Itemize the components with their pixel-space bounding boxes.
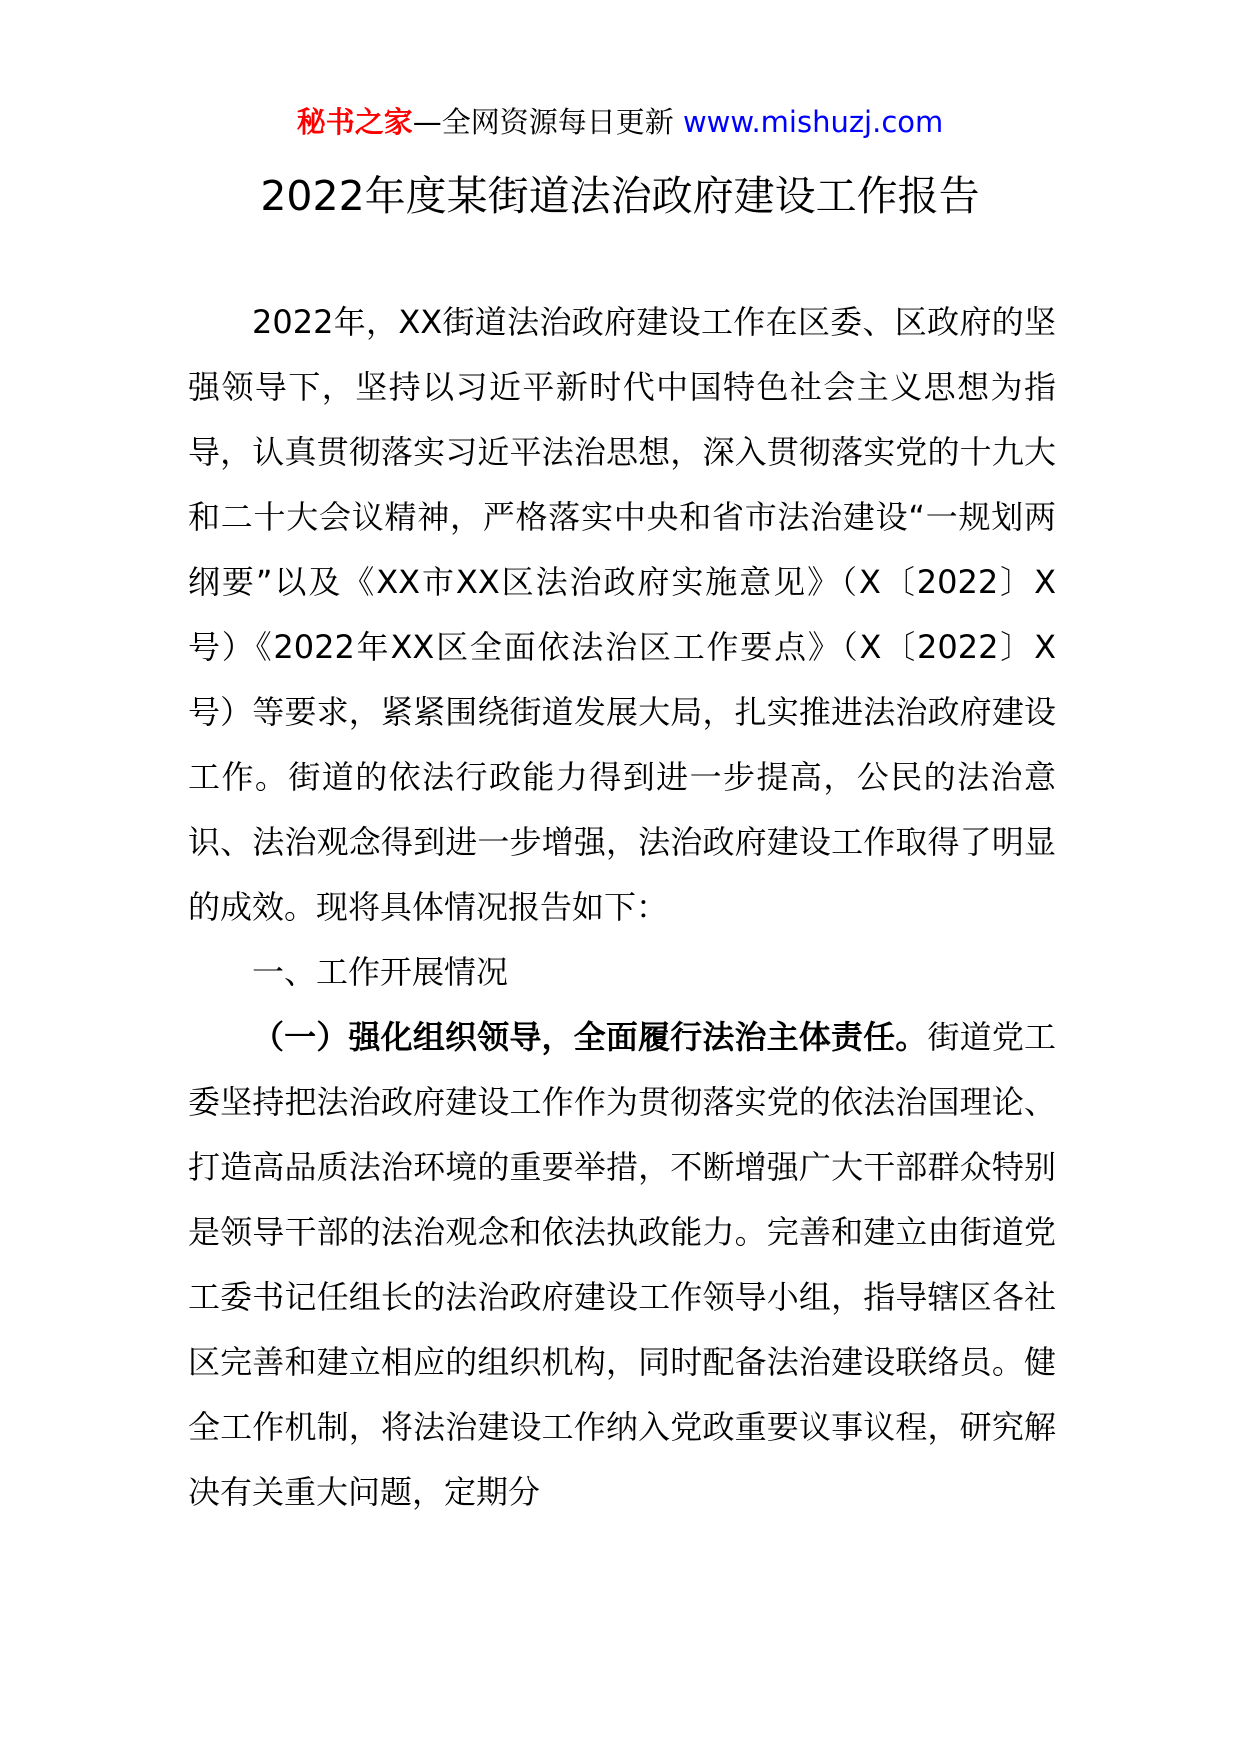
section-heading: 一、工作开展情况 — [252, 953, 509, 991]
subsection-paragraph — [188, 1005, 1056, 1525]
document-title: 2022年度某街道法治政府建设工作报告 — [260, 172, 980, 220]
intro-paragraph: 2022年，XX街道法治政府建设工作在区委、区政府的坚强领导下，坚持以习近平新时代中国特色社会主义思想为指导，认真贯彻落实习近平法治思想，深入贯彻落实党的十九大和二十大会议精神，严格落实中央和省市法治建设“一规划两纲要”以及《XX市XX区法治政府实施意见》（X〔2022〕X号）《2022年XX区全面依法治区工作要点》（X〔2022〕X号）等要求，紧紧围绕街道发展大局，扎实推进法治政府建设工作。街道的依法行政能力得到进一步提高，公民的法治意识、法治观念得到进一步增强，法治政府建设工作取得了明显的成效。现将具体情况报告如下： — [188, 303, 1056, 926]
brand-name: 秘书之家 — [296, 105, 413, 139]
subsection-body: 街道党工委坚持把法治政府建设工作作为贯彻落实党的依法治国理论、打造高品质法治环境的重要举措，不断增强广大干部群众特别是领导干部的法治观念和依法执政能力。完善和建立由街道党工委书记任组长的法治政府建设工作领导小组，指导辖区各社区完善和建立相应的组织机构，同时配备法治建设联络员。健全工作机制，将法治建设工作纳入党政重要议事议程，研究解决有关重大问题，定期分 — [188, 1018, 1056, 1511]
document-body — [188, 290, 1056, 1525]
site-url-link[interactable]: www.mishuzj.com — [682, 105, 944, 139]
subsection-lead: （一）强化组织领导，全面履行法治主体责任。 — [252, 1018, 928, 1056]
header-tagline: —全网资源每日更新 — [412, 105, 683, 139]
site-header — [0, 102, 1240, 142]
